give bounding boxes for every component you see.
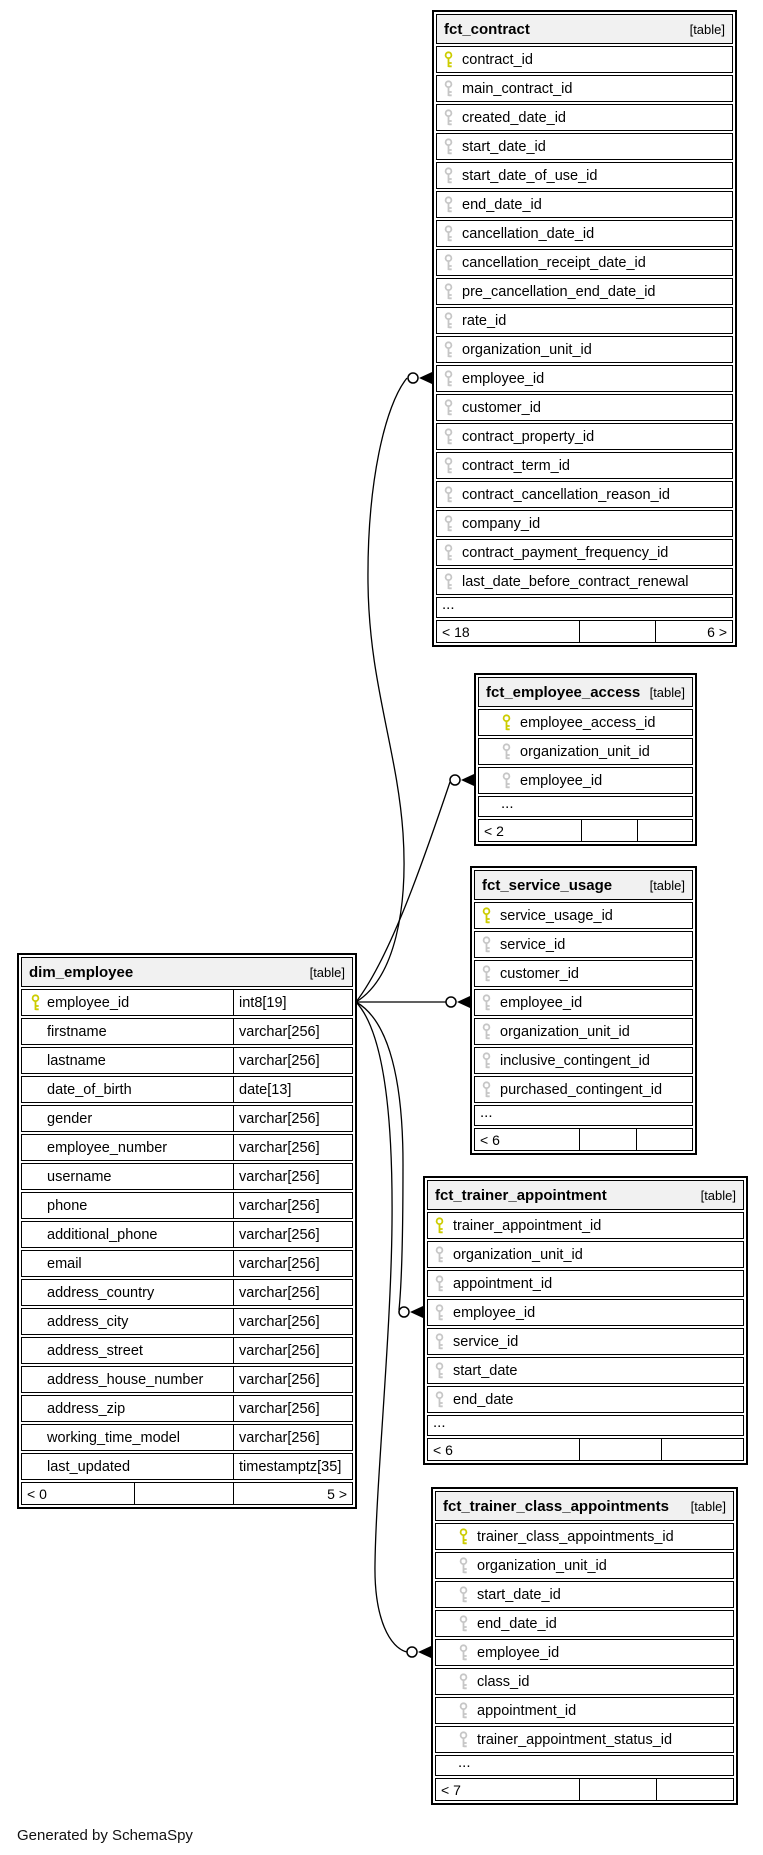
children-count xyxy=(636,1129,692,1150)
foreign-key-icon xyxy=(443,196,454,213)
children-count xyxy=(656,1779,733,1800)
column-name: employee_id xyxy=(500,994,583,1011)
edge-dim_employee-to-fct_trainer_appointment xyxy=(356,1002,423,1318)
column-name: address_country xyxy=(47,1284,155,1301)
primary-key-icon xyxy=(434,1217,445,1234)
column-name: service_usage_id xyxy=(500,907,613,924)
column-name-cell xyxy=(22,1396,234,1421)
many-crowfoot-arrow xyxy=(418,1646,431,1658)
column-name: inclusive_contingent_id xyxy=(500,1052,650,1069)
table-name: fct_contract xyxy=(444,20,530,38)
children-count xyxy=(637,820,692,841)
column-name: address_street xyxy=(47,1342,143,1359)
foreign-key-icon xyxy=(443,370,454,387)
column-row xyxy=(435,1523,734,1550)
column-row xyxy=(21,1337,353,1364)
column-name: organization_unit_id xyxy=(477,1557,607,1574)
column-name-cell xyxy=(22,1425,234,1450)
column-row xyxy=(436,75,733,102)
column-name: appointment_id xyxy=(453,1275,553,1292)
table-fct_service_usage xyxy=(470,866,697,1155)
column-name: organization_unit_id xyxy=(453,1246,583,1263)
column-name-cell xyxy=(22,1367,234,1392)
foreign-key-icon xyxy=(443,80,454,97)
parents-count: < 7 xyxy=(441,1781,461,1798)
column-row xyxy=(478,767,693,794)
column-name-cell xyxy=(22,1048,234,1073)
column-row xyxy=(427,1241,744,1268)
table-footer xyxy=(478,819,693,842)
table-fct_employee_access xyxy=(474,673,697,846)
column-type: int8[19] xyxy=(239,994,287,1011)
column-row xyxy=(21,1366,353,1393)
edge-dim_employee-to-fct_contract xyxy=(356,372,432,1002)
column-type: varchar[256] xyxy=(239,1313,320,1330)
column-type: varchar[256] xyxy=(239,1284,320,1301)
column-name: cancellation_date_id xyxy=(462,225,595,242)
column-name: last_date_before_contract_renewal xyxy=(462,573,689,590)
many-crowfoot-arrow xyxy=(461,774,474,786)
column-name: purchased_contingent_id xyxy=(500,1081,663,1098)
edge-dim_employee-to-fct_service_usage xyxy=(356,996,470,1008)
many-crowfoot-arrow xyxy=(410,1306,423,1318)
column-row xyxy=(435,1610,734,1637)
table-header-fct_contract[interactable] xyxy=(436,14,733,44)
foreign-key-icon xyxy=(443,457,454,474)
table-footer xyxy=(436,620,733,643)
foreign-key-icon xyxy=(481,1023,492,1040)
column-row xyxy=(21,1134,353,1161)
ellipsis-row: ... xyxy=(435,1755,734,1776)
column-name: contract_property_id xyxy=(462,428,595,445)
column-name-cell xyxy=(22,1019,234,1044)
column-name: employee_number xyxy=(47,1139,168,1156)
parents-count: < 0 xyxy=(27,1485,47,1502)
ellipsis-row: ... xyxy=(427,1415,744,1436)
column-row xyxy=(21,1453,353,1480)
column-type: varchar[256] xyxy=(239,1400,320,1417)
table-fct_contract xyxy=(432,10,737,647)
column-name: customer_id xyxy=(500,965,579,982)
column-name: address_zip xyxy=(47,1400,126,1417)
column-name: working_time_model xyxy=(47,1429,180,1446)
column-row xyxy=(21,1221,353,1248)
table-header-fct_trainer_class_appointments[interactable] xyxy=(435,1491,734,1521)
foreign-key-icon xyxy=(458,1673,469,1690)
table-fct_trainer_class_appointments xyxy=(431,1487,738,1805)
table-tag: [table] xyxy=(700,1187,736,1203)
column-name: additional_phone xyxy=(47,1226,158,1243)
column-row xyxy=(436,423,733,450)
column-name: cancellation_receipt_date_id xyxy=(462,254,646,271)
column-name-cell xyxy=(22,1309,234,1334)
foreign-key-icon xyxy=(443,254,454,271)
column-row xyxy=(435,1726,734,1753)
column-name: organization_unit_id xyxy=(500,1023,630,1040)
column-name: appointment_id xyxy=(477,1702,577,1719)
foreign-key-icon xyxy=(443,283,454,300)
parents-count: < 18 xyxy=(442,623,470,640)
foreign-key-icon xyxy=(443,573,454,590)
column-row xyxy=(21,1163,353,1190)
column-type: varchar[256] xyxy=(239,1139,320,1156)
column-type: varchar[256] xyxy=(239,1429,320,1446)
table-tag: [table] xyxy=(309,964,345,980)
foreign-key-icon xyxy=(443,515,454,532)
foreign-key-icon xyxy=(458,1586,469,1603)
primary-key-icon xyxy=(30,994,41,1011)
column-name: employee_id xyxy=(462,370,545,387)
table-name: dim_employee xyxy=(29,963,134,981)
foreign-key-icon xyxy=(443,225,454,242)
footer-spacer xyxy=(579,1129,635,1150)
table-header-fct_service_usage[interactable] xyxy=(474,870,693,900)
primary-key-icon xyxy=(501,714,512,731)
column-row xyxy=(435,1552,734,1579)
foreign-key-icon xyxy=(458,1702,469,1719)
foreign-key-icon xyxy=(481,965,492,982)
column-name: employee_id xyxy=(477,1644,560,1661)
zero-cardinality-circle xyxy=(408,373,418,383)
column-row xyxy=(436,133,733,160)
column-name: service_id xyxy=(500,936,566,953)
children-count: 6 > xyxy=(655,621,732,642)
column-row xyxy=(474,960,693,987)
column-row xyxy=(21,1308,353,1335)
column-row xyxy=(436,249,733,276)
table-header-fct_trainer_appointment[interactable] xyxy=(427,1180,744,1210)
column-row xyxy=(436,539,733,566)
column-name-cell xyxy=(22,1164,234,1189)
column-name: end_date xyxy=(453,1391,514,1408)
foreign-key-icon xyxy=(443,399,454,416)
column-row xyxy=(474,931,693,958)
column-name-cell xyxy=(22,1193,234,1218)
column-name: class_id xyxy=(477,1673,530,1690)
ellipsis-row: ... xyxy=(474,1105,693,1126)
column-row xyxy=(436,104,733,131)
foreign-key-icon xyxy=(434,1333,445,1350)
column-row xyxy=(436,220,733,247)
foreign-key-icon xyxy=(443,138,454,155)
column-name: firstname xyxy=(47,1023,107,1040)
column-row xyxy=(427,1270,744,1297)
foreign-key-icon xyxy=(443,544,454,561)
column-row xyxy=(474,902,693,929)
column-name: organization_unit_id xyxy=(462,341,592,358)
zero-cardinality-circle xyxy=(450,775,460,785)
column-row xyxy=(427,1212,744,1239)
footer-spacer xyxy=(581,820,636,841)
column-row xyxy=(436,394,733,421)
column-row xyxy=(478,709,693,736)
foreign-key-icon xyxy=(458,1644,469,1661)
zero-cardinality-circle xyxy=(407,1647,417,1657)
foreign-key-icon xyxy=(458,1557,469,1574)
column-name: created_date_id xyxy=(462,109,566,126)
column-name: phone xyxy=(47,1197,88,1214)
column-name: start_date_id xyxy=(462,138,546,155)
column-row xyxy=(436,568,733,595)
column-row xyxy=(435,1668,734,1695)
primary-key-icon xyxy=(458,1528,469,1545)
table-header-fct_employee_access[interactable] xyxy=(478,677,693,707)
column-name-cell xyxy=(22,1222,234,1247)
column-name: company_id xyxy=(462,515,541,532)
foreign-key-icon xyxy=(481,1081,492,1098)
column-row xyxy=(436,278,733,305)
column-name: contract_payment_frequency_id xyxy=(462,544,669,561)
column-row xyxy=(427,1357,744,1384)
zero-cardinality-circle xyxy=(446,997,456,1007)
column-name-cell xyxy=(22,1077,234,1102)
children-count: 5 > xyxy=(233,1483,352,1504)
footer-spacer xyxy=(579,1779,656,1800)
column-row xyxy=(478,738,693,765)
column-name-cell xyxy=(22,1251,234,1276)
column-type: date[13] xyxy=(239,1081,292,1098)
foreign-key-icon xyxy=(443,312,454,329)
column-type: timestamptz[35] xyxy=(239,1458,342,1475)
column-name: contract_term_id xyxy=(462,457,570,474)
foreign-key-icon xyxy=(501,772,512,789)
column-name: employee_id xyxy=(47,994,130,1011)
foreign-key-icon xyxy=(434,1246,445,1263)
column-row xyxy=(474,989,693,1016)
column-row xyxy=(21,1018,353,1045)
column-row xyxy=(427,1328,744,1355)
footer-spacer xyxy=(134,1483,233,1504)
column-type: varchar[256] xyxy=(239,1052,320,1069)
column-name: date_of_birth xyxy=(47,1081,132,1098)
column-row xyxy=(427,1386,744,1413)
column-row xyxy=(436,510,733,537)
table-tag: [table] xyxy=(649,877,685,893)
column-name: start_date_of_use_id xyxy=(462,167,598,184)
table-footer xyxy=(427,1438,744,1461)
foreign-key-icon xyxy=(434,1362,445,1379)
edge-dim_employee-to-fct_employee_access xyxy=(356,774,474,1002)
column-name: pre_cancellation_end_date_id xyxy=(462,283,656,300)
column-name: gender xyxy=(47,1110,93,1127)
column-name-cell xyxy=(22,990,234,1015)
column-row xyxy=(436,307,733,334)
column-row xyxy=(21,1424,353,1451)
column-name: employee_id xyxy=(520,772,603,789)
column-row xyxy=(21,1250,353,1277)
foreign-key-icon xyxy=(434,1275,445,1292)
column-row xyxy=(436,336,733,363)
many-crowfoot-arrow xyxy=(419,372,432,384)
children-count xyxy=(661,1439,743,1460)
table-header-dim_employee[interactable] xyxy=(21,957,353,987)
zero-cardinality-circle xyxy=(399,1307,409,1317)
column-row xyxy=(21,989,353,1016)
column-name: rate_id xyxy=(462,312,507,329)
foreign-key-icon xyxy=(434,1391,445,1408)
column-type: varchar[256] xyxy=(239,1371,320,1388)
column-name: trainer_appointment_status_id xyxy=(477,1731,673,1748)
column-row xyxy=(435,1639,734,1666)
foreign-key-icon xyxy=(443,428,454,445)
table-name: fct_trainer_appointment xyxy=(435,1186,607,1204)
foreign-key-icon xyxy=(443,167,454,184)
column-name: contract_id xyxy=(462,51,533,68)
column-name: end_date_id xyxy=(462,196,542,213)
parents-count: < 6 xyxy=(480,1131,500,1148)
column-name: employee_id xyxy=(453,1304,536,1321)
column-row xyxy=(436,481,733,508)
column-row xyxy=(436,162,733,189)
column-row xyxy=(474,1018,693,1045)
column-name: start_date xyxy=(453,1362,518,1379)
column-row xyxy=(21,1279,353,1306)
column-name: address_house_number xyxy=(47,1371,204,1388)
column-name-cell xyxy=(22,1280,234,1305)
column-row xyxy=(21,1105,353,1132)
foreign-key-icon xyxy=(443,341,454,358)
table-tag: [table] xyxy=(690,1498,726,1514)
column-row xyxy=(474,1047,693,1074)
primary-key-icon xyxy=(443,51,454,68)
table-footer xyxy=(435,1778,734,1801)
table-fct_trainer_appointment xyxy=(423,1176,748,1465)
column-name: contract_cancellation_reason_id xyxy=(462,486,670,503)
foreign-key-icon xyxy=(434,1304,445,1321)
table-name: fct_trainer_class_appointments xyxy=(443,1497,669,1515)
column-name: service_id xyxy=(453,1333,519,1350)
table-name: fct_employee_access xyxy=(486,683,641,701)
foreign-key-icon xyxy=(443,486,454,503)
foreign-key-icon xyxy=(481,994,492,1011)
table-name: fct_service_usage xyxy=(482,876,613,894)
edge-dim_employee-to-fct_trainer_class_appointments xyxy=(356,1002,431,1658)
column-type: varchar[256] xyxy=(239,1226,320,1243)
column-row xyxy=(427,1299,744,1326)
column-row xyxy=(436,452,733,479)
column-name: main_contract_id xyxy=(462,80,573,97)
column-name: organization_unit_id xyxy=(520,743,650,760)
column-row xyxy=(21,1076,353,1103)
table-dim_employee xyxy=(17,953,357,1509)
generated-by-note: Generated by SchemaSpy xyxy=(17,1827,193,1844)
column-name: email xyxy=(47,1255,82,1272)
ellipsis-row: ... xyxy=(478,796,693,817)
column-type: varchar[256] xyxy=(239,1342,320,1359)
foreign-key-icon xyxy=(458,1615,469,1632)
column-name: trainer_appointment_id xyxy=(453,1217,602,1234)
column-name: end_date_id xyxy=(477,1615,557,1632)
column-type: varchar[256] xyxy=(239,1197,320,1214)
column-name-cell xyxy=(22,1454,234,1479)
column-type: varchar[256] xyxy=(239,1023,320,1040)
column-row xyxy=(474,1076,693,1103)
column-name: address_city xyxy=(47,1313,129,1330)
column-name: trainer_class_appointments_id xyxy=(477,1528,674,1545)
column-name: username xyxy=(47,1168,112,1185)
foreign-key-icon xyxy=(481,1052,492,1069)
primary-key-icon xyxy=(481,907,492,924)
column-row xyxy=(21,1047,353,1074)
ellipsis-row: ... xyxy=(436,597,733,618)
column-type: varchar[256] xyxy=(239,1110,320,1127)
parents-count: < 2 xyxy=(484,822,504,839)
column-name: customer_id xyxy=(462,399,541,416)
column-name-cell xyxy=(22,1135,234,1160)
column-row xyxy=(436,46,733,73)
foreign-key-icon xyxy=(501,743,512,760)
foreign-key-icon xyxy=(481,936,492,953)
column-row xyxy=(21,1192,353,1219)
column-name-cell xyxy=(22,1338,234,1363)
foreign-key-icon xyxy=(443,109,454,126)
column-name: last_updated xyxy=(47,1458,131,1475)
many-crowfoot-arrow xyxy=(457,996,470,1008)
column-row xyxy=(436,191,733,218)
table-tag: [table] xyxy=(689,21,725,37)
column-name-cell xyxy=(22,1106,234,1131)
column-type: varchar[256] xyxy=(239,1168,320,1185)
foreign-key-icon xyxy=(458,1731,469,1748)
table-footer xyxy=(21,1482,353,1505)
column-name: lastname xyxy=(47,1052,106,1069)
column-row xyxy=(436,365,733,392)
footer-spacer xyxy=(579,1439,661,1460)
table-tag: [table] xyxy=(649,684,685,700)
column-name: employee_access_id xyxy=(520,714,656,731)
parents-count: < 6 xyxy=(433,1441,453,1458)
column-name: start_date_id xyxy=(477,1586,561,1603)
column-row xyxy=(435,1697,734,1724)
footer-spacer xyxy=(579,621,656,642)
table-footer xyxy=(474,1128,693,1151)
column-row xyxy=(21,1395,353,1422)
column-row xyxy=(435,1581,734,1608)
column-type: varchar[256] xyxy=(239,1255,320,1272)
